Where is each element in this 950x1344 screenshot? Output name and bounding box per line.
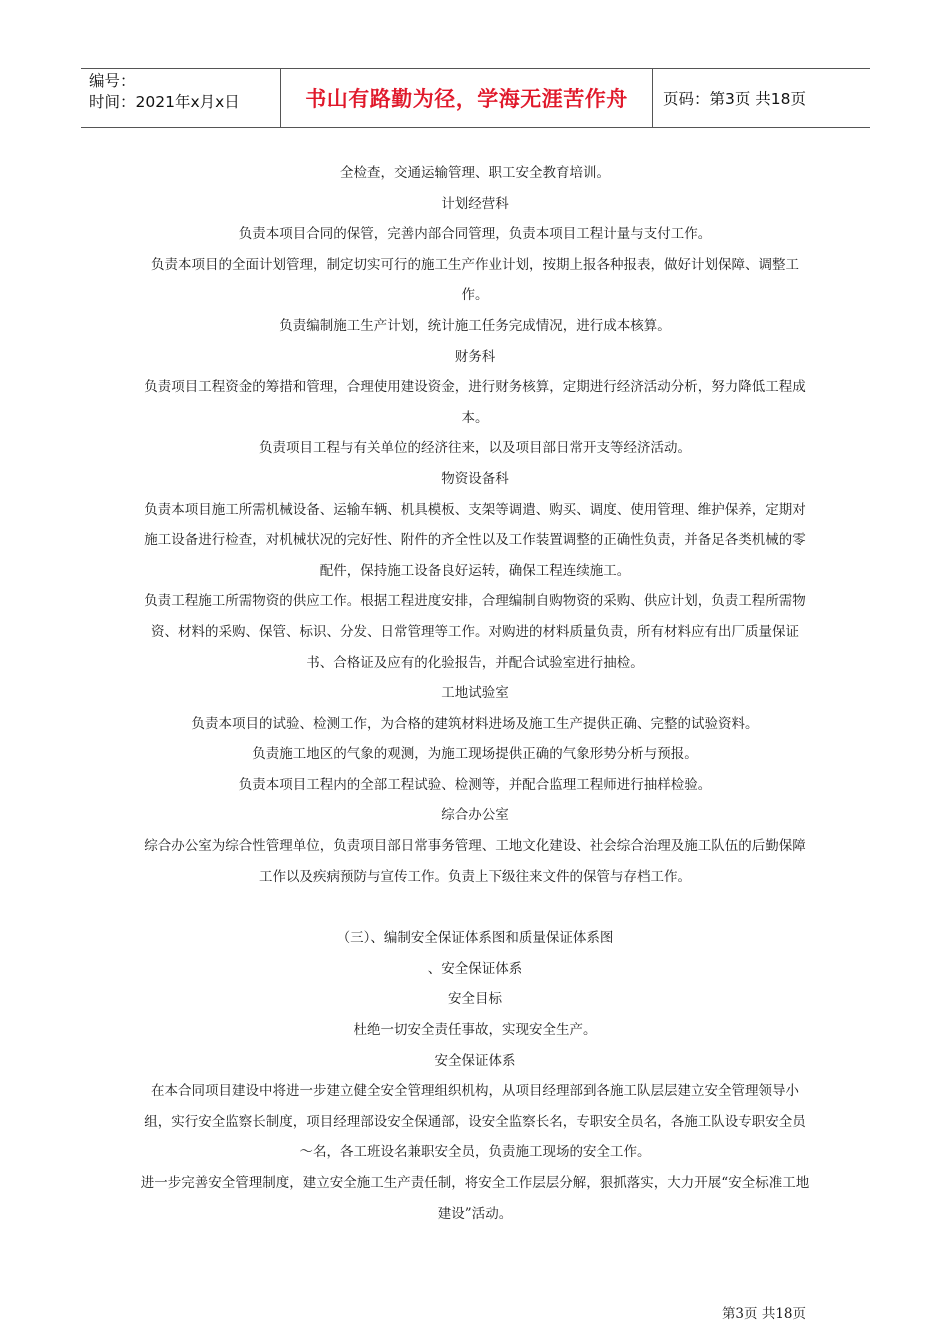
section-heading-safety-goal: 安全目标 xyxy=(448,991,502,1008)
body-paragraph: 负责项目工程资金的筹措和管理，合理使用建设资金，进行财务核算，定期进行经济活动分析，努力降低工程成本。 xyxy=(144,379,806,426)
header-meta xyxy=(81,69,281,127)
body-paragraph: 负责本项目的全面计划管理，制定切实可行的施工生产作业计划，按期上报各种报表，做好计划保障、调整工作。 xyxy=(151,256,799,304)
document-date: 时间：2021年x月x日 xyxy=(89,93,240,111)
body-paragraph: 负责工程施工所需物资的供应工作。根据工程进度安排，合理编制自购物资的采购、供应计划，负责工程所需物资、材料的采购、保管、标识、分发、日常管理等工作。对购进的材料质量负责，所有材料应有出厂质量保证书、合格证及应有的化验报告，并配合试验室进行抽检。 xyxy=(144,593,806,671)
body-paragraph: 负责施工地区的气象的观测，为施工现场提供正确的气象形势分析与预报。 xyxy=(252,746,698,763)
document-body xyxy=(140,158,810,1229)
section-heading-finance: 财务科 xyxy=(454,348,496,365)
body-paragraph: 综合办公室为综合性管理单位，负责项目部日常事务管理、工地文化建设、社会综合治理及施工队伍的后勤保障工作以及疾病预防与宣传工作。负责上下级往来文件的保管与存档工作。 xyxy=(144,838,806,885)
body-paragraph: 杜绝一切安全责任事故，实现安全生产。 xyxy=(353,1022,597,1039)
body-paragraph: 负责本项目施工所需机械设备、运输车辆、机具模板、支架等调遣、购买、调度、使用管理、维护保养，定期对施工设备进行检查，对机械状况的完好性、附件的齐全性以及工作装置调整的正确性负责，并备足各类机械的零配件，保持施工设备良好运转，确保工程连续施工。 xyxy=(144,501,806,579)
body-paragraph: 在本合同项目建设中将进一步建立健全安全管理组织机构，从项目经理部到各施工队层层建立安全管理领导小组，实行安全监察长制度，项目经理部设安全保通部，设安全监察长名，专职安全员名，各施工队设专职安全员～名，各工班设名兼职安全员，负责施工现场的安全工作。 xyxy=(144,1083,806,1161)
header-page-number: 页码：第3页 共18页 xyxy=(663,90,807,108)
page-footer-number: 第3页 共18页 xyxy=(721,1306,806,1322)
chapter-heading: （三）、编制安全保证体系图和质量保证体系图 xyxy=(336,930,614,947)
body-paragraph: 全检查，交通运输管理、职工安全教育培训。 xyxy=(340,165,610,181)
section-spacer xyxy=(140,892,810,923)
body-paragraph: 负责编制施工生产计划，统计施工任务完成情况，进行成本核算。 xyxy=(279,317,671,334)
header-motto: 书山有路勤为径，学海无涯苦作舟 xyxy=(281,69,653,127)
body-paragraph: 负责本项目的试验、检测工作，为合格的建筑材料进场及施工生产提供正确、完整的试验资料。 xyxy=(191,715,759,732)
section-heading-materials: 物资设备科 xyxy=(441,470,509,487)
section-heading-planning: 计划经营科 xyxy=(441,195,509,212)
section-heading-office: 综合办公室 xyxy=(441,807,509,824)
page-header xyxy=(81,68,870,128)
body-paragraph: 负责项目工程与有关单位的经济往来，以及项目部日常开支等经济活动。 xyxy=(259,440,691,457)
document-number-label: 编号： xyxy=(89,72,136,90)
section-heading-safety-assurance: 安全保证体系 xyxy=(434,1052,516,1069)
section-heading-safety-system: 、安全保证体系 xyxy=(427,960,523,977)
body-paragraph: 负责本项目合同的保管，完善内部合同管理，负责本项目工程计量与支付工作。 xyxy=(238,226,712,243)
body-paragraph: 进一步完善安全管理制度，建立安全施工生产责任制，将安全工作层层分解，狠抓落实，大力开展“安全标准工地建设”活动。 xyxy=(140,1175,810,1222)
body-paragraph: 负责本项目工程内的全部工程试验、检测等，并配合监理工程师进行抽样检验。 xyxy=(238,776,712,793)
section-heading-lab: 工地试验室 xyxy=(441,685,509,702)
